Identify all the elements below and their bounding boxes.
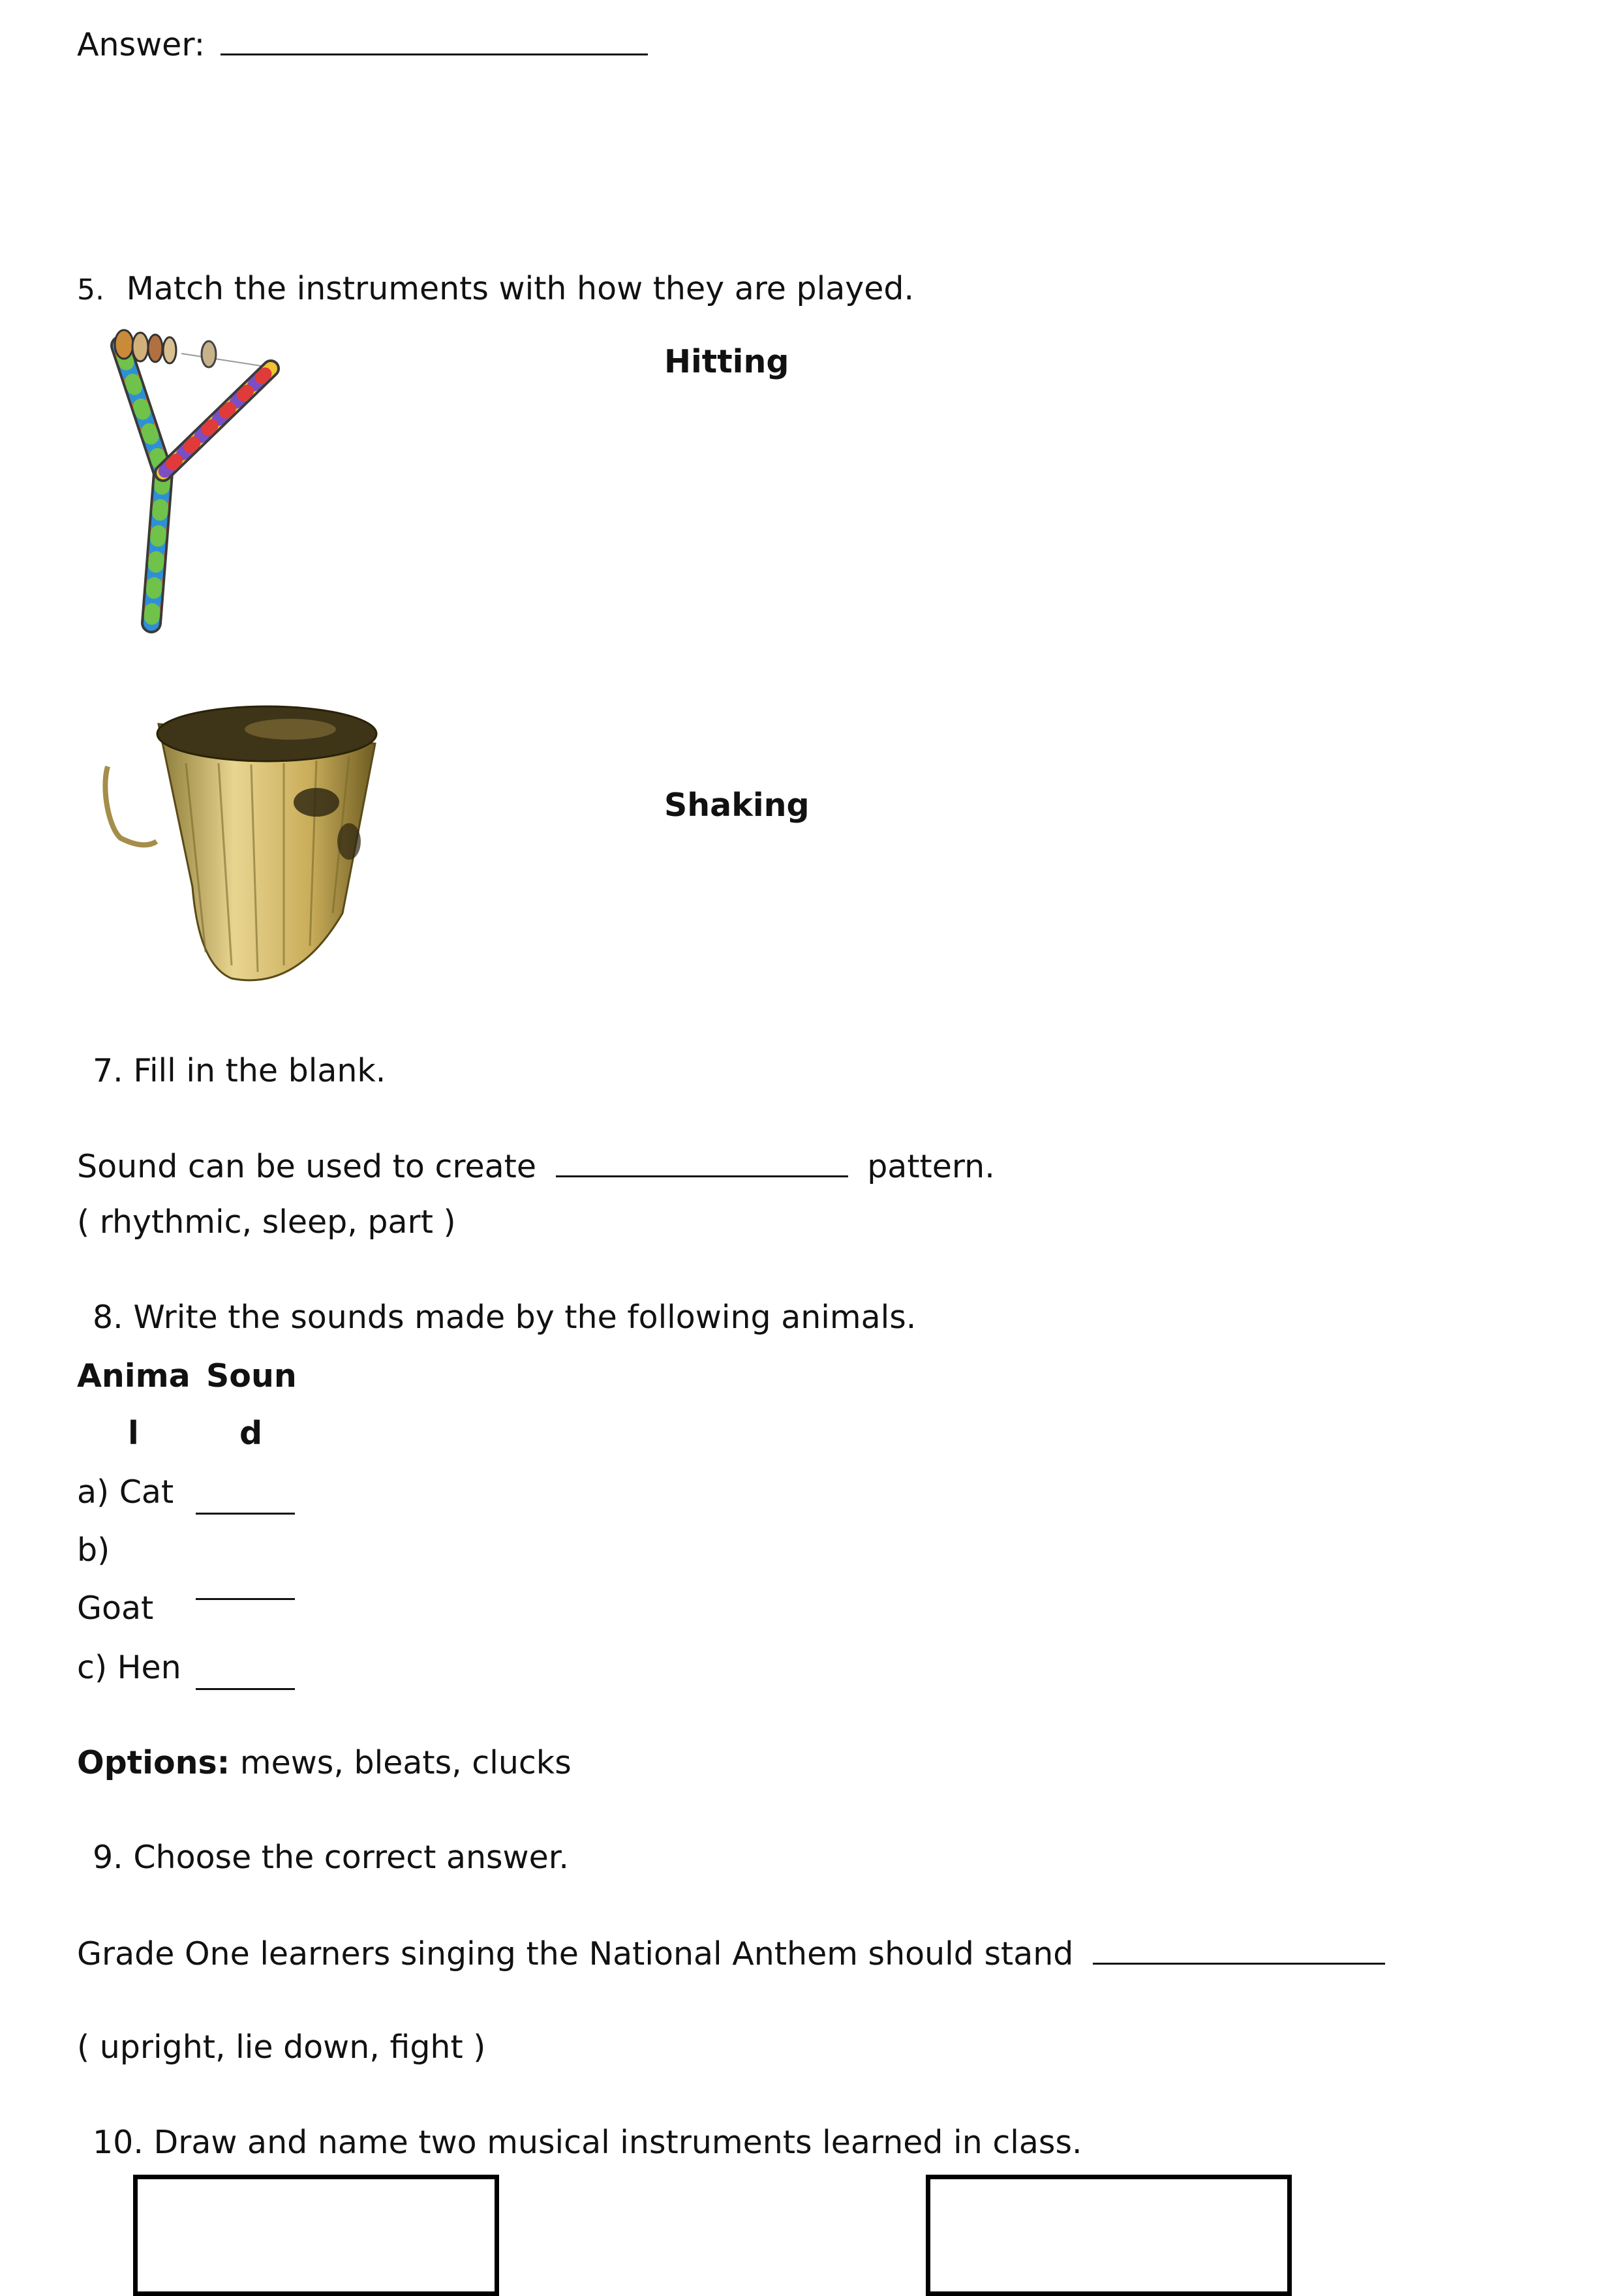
column-header-animal-wrap: l [128,1415,139,1452]
shaker-instrument-image [104,333,287,633]
question-7-sentence: Sound can be used to create pattern. [77,1148,995,1185]
question-8-options: Options: mews, bleats, clucks [77,1744,572,1781]
question-9-choices: ( upright, lie down, fight ) [77,2029,486,2066]
question-8-heading: 8. Write the sounds made by the following animals. [93,1299,917,1336]
question-9-heading: 9. Choose the correct answer. [93,1839,569,1876]
question-5 [77,270,915,307]
fill-blank-stand[interactable] [1093,1937,1385,1965]
question-7-choices: ( rhythmic, sleep, part ) [77,1203,456,1241]
match-option-hitting: Hitting [664,343,789,380]
column-header-animal: Anima [77,1357,191,1395]
question-9-sentence: Grade One learners singing the National Anthem should stand [77,1937,1385,1970]
drum-instrument-image [101,691,388,991]
drawing-box-2[interactable] [926,2175,1292,2296]
animal-row-goat-label: b) [77,1532,110,1569]
match-option-shaking: Shaking [664,787,810,824]
sound-blank-hen[interactable] [196,1662,295,1690]
sound-blank-cat[interactable] [196,1487,295,1515]
question-prompt: Match the instruments with how they are played. [126,270,915,307]
drawing-box-1[interactable] [133,2175,499,2296]
animal-row-hen: c) Hen [77,1649,181,1686]
question-number: 5. [77,273,104,307]
answer-label: Answer: [77,27,648,61]
column-header-sound-wrap: d [239,1415,263,1452]
answer-blank[interactable] [221,27,648,55]
question-10-heading: 10. Draw and name two musical instruments learned in class. [93,2124,1082,2161]
question-7-heading: 7. Fill in the blank. [93,1052,386,1089]
animal-row-cat: a) Cat [77,1473,174,1511]
animal-row-goat: Goat [77,1590,154,1627]
sound-blank-goat[interactable] [196,1572,295,1600]
fill-blank-pattern[interactable] [556,1149,848,1177]
column-header-sound: Soun [206,1357,297,1395]
